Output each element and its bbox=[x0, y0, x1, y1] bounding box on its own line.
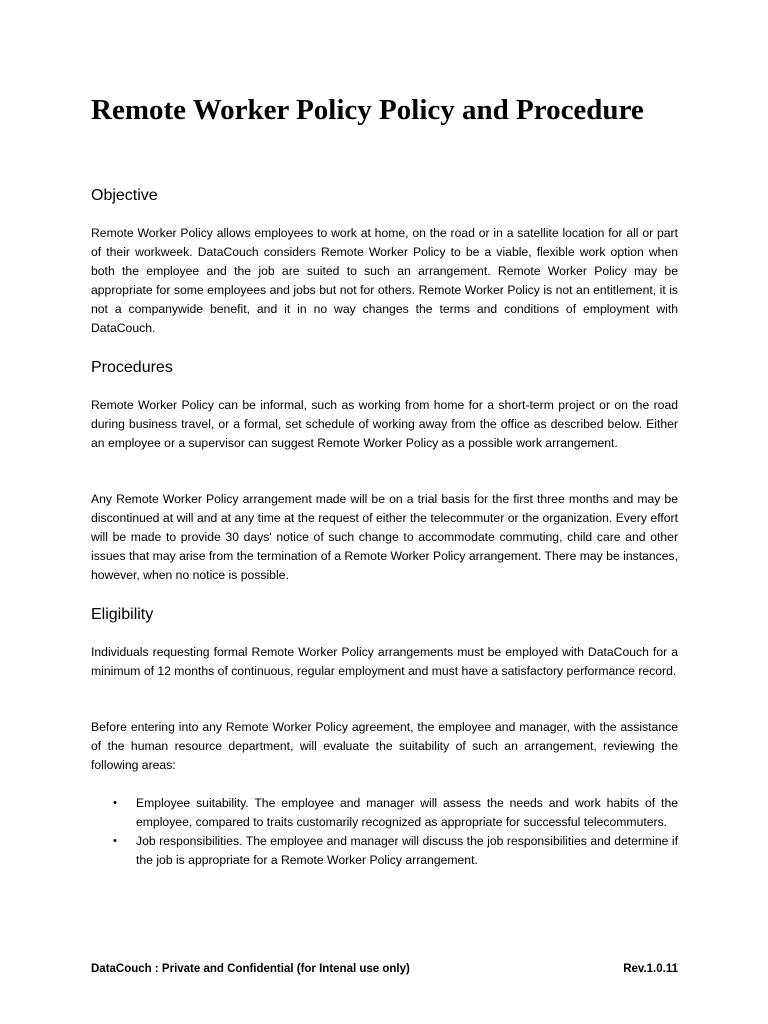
list-item bbox=[91, 794, 678, 832]
eligibility-paragraph-2: Before entering into any Remote Worker Policy agreement, the employee and manager, with the assistance of the human resource department, will evaluate the suitability of such an arrangement, reviewing the following areas: bbox=[91, 720, 678, 772]
bullet-icon: • bbox=[113, 797, 117, 809]
footer-confidentiality-note: DataCouch : Private and Confidential (for Intenal use only) bbox=[91, 963, 410, 975]
procedures-paragraph-1: Remote Worker Policy can be informal, such as working from home for a short-term project or on the road during business travel, or a formal, set schedule of working away from the office as described below. Either an employee or a supervisor can suggest Remote Worker Policy as a possible work arrangement. bbox=[91, 398, 678, 450]
section-heading-objective: Objective bbox=[91, 187, 158, 204]
bullet-text-job-responsibilities: Job responsibilities. The employee and manager will discuss the job responsibilities and determine if the job is appropriate for a Remote Worker Policy arrangement. bbox=[136, 834, 678, 867]
list-item bbox=[91, 832, 678, 870]
footer-revision: Rev.1.0.11 bbox=[623, 963, 678, 975]
section-heading-eligibility: Eligibility bbox=[91, 606, 154, 623]
bullet-icon: • bbox=[113, 835, 117, 847]
document-title: Remote Worker Policy Policy and Procedure bbox=[91, 94, 644, 126]
eligibility-paragraph-1: Individuals requesting formal Remote Worker Policy arrangements must be employed with DataCouch for a minimum of 12 months of continuous, regular employment and must have a satisfactory performance record. bbox=[91, 645, 678, 678]
procedures-paragraph-2: Any Remote Worker Policy arrangement made will be on a trial basis for the first three months and may be discontinued at will and at any time at the request of either the telecommuter or the organization. Every effort will be made to provide 30 days' notice of such change to accommodate commuting, child care and other issues that may arise from the termination of a Remote Worker Policy arrangement. There may be instances, however, when no notice is possible. bbox=[91, 492, 678, 582]
section-heading-procedures: Procedures bbox=[91, 359, 173, 376]
eligibility-bullet-list bbox=[91, 794, 678, 870]
bullet-text-employee-suitability: Employee suitability. The employee and manager will assess the needs and work habits of the employee, compared to traits customarily recognized as appropriate for successful telecommuters. bbox=[136, 796, 678, 829]
objective-paragraph: Remote Worker Policy allows employees to work at home, on the road or in a satellite location for all or part of their workweek. DataCouch considers Remote Worker Policy to be a viable, flexible work option when both the employee and the job are suited to such an arrangement. Remote Worker Policy may be appropriate for some employees and jobs but not for others. Remote Worker Policy is not an entitlement, it is not a companywide benefit, and it in no way changes the terms and conditions of employment with DataCouch. bbox=[91, 226, 678, 335]
